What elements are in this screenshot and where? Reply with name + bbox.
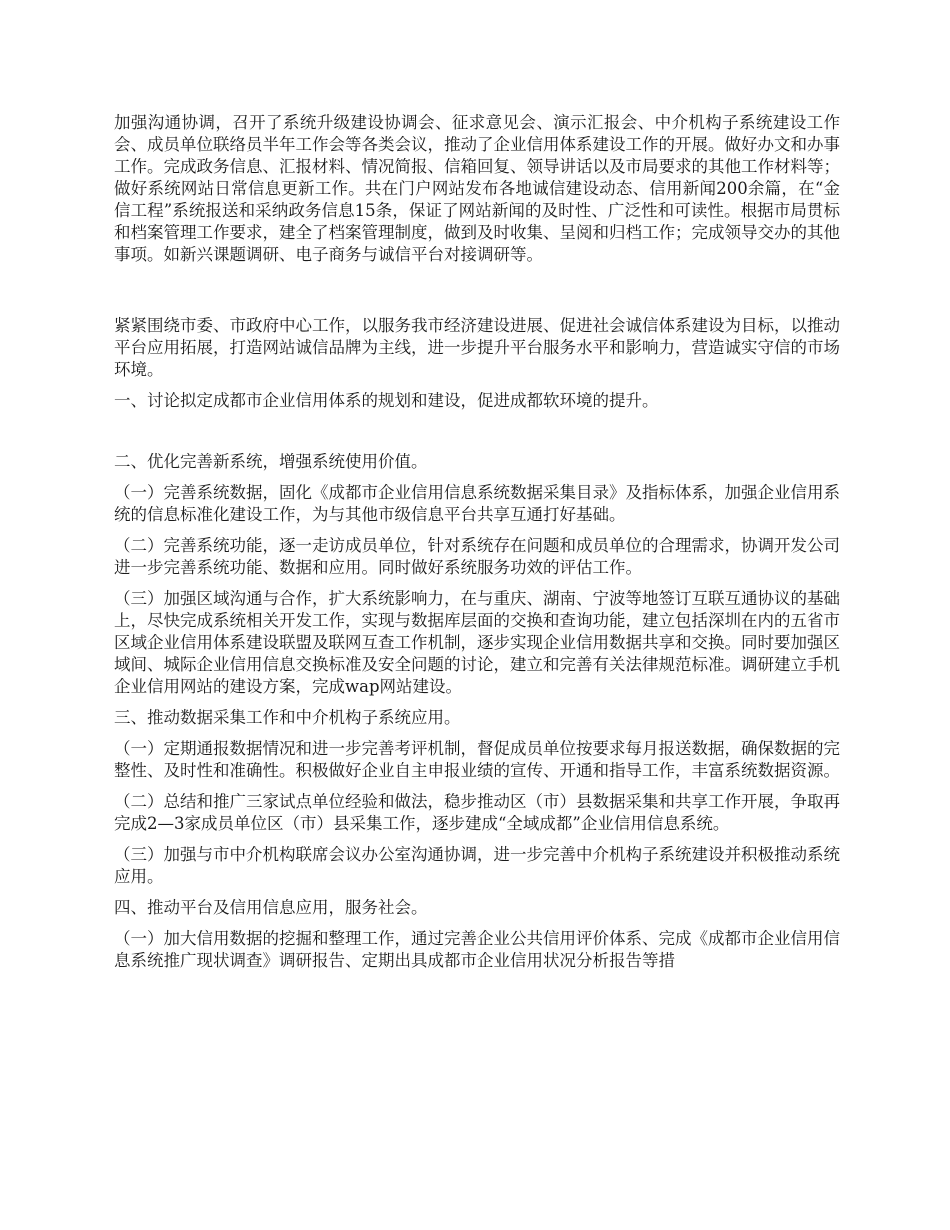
section-spacer	[114, 275, 840, 315]
paragraph-2-2: （二）完善系统功能，逐一走访成员单位，针对系统存在问题和成员单位的合理需求，协调开发公司进一步完善系统功能、数据和应用。同时做好系统服务功效的评估工作。	[114, 536, 840, 577]
paragraph-overall-goal: 紧紧围绕市委、市政府中心工作，以服务我市经济建设进展、促进社会诚信体系建设为目标，以推动平台应用拓展，打造网站诚信品牌为主线，进一步提升平台服务水平和影响力，营造诚实守信的市场环境。	[114, 316, 840, 379]
paragraph-3-2: （二）总结和推广三家试点单位经验和做法，稳步推动区（市）县数据采集和共享工作开展，争取再完成2—3家成员单位区（市）县采集工作，逐步建成“全域成都”企业信用信息系统。	[114, 792, 840, 833]
heading-section-4: 四、推动平台及信用信息应用，服务社会。	[114, 898, 428, 917]
document-body	[114, 112, 840, 981]
paragraph-work-summary: 加强沟通协调，召开了系统升级建设协调会、征求意见会、演示汇报会、中介机构子系统建设工作会、成员单位联络员半年工作会等各类会议，推动了企业信用体系建设工作的开展。做好办文和办事工作。完成政务信息、汇报材料、情况简报、信箱回复、领导讲话以及市局要求的其他工作材料等；做好系统网站日常信息更新工作。共在门户网站发布各地诚信建设动态、信用新闻200余篇，在“金信工程”系统报送和采纳政务信息15条，保证了网站新闻的及时性、广泛性和可读性。根据市局贯标和档案管理工作要求，建全了档案管理制度，做到及时收集、呈阅和归档工作；完成领导交办的其他事项。如新兴课题调研、电子商务与诚信平台对接调研等。	[114, 113, 840, 264]
heading-section-2: 二、优化完善新系统，增强系统使用价值。	[114, 452, 428, 471]
paragraph-2-1: （一）完善系统数据，固化《成都市企业信用信息系统数据采集目录》及指标体系，加强企业信用系统的信息标准化建设工作，为与其他市级信息平台共享互通打好基础。	[114, 483, 840, 524]
paragraph-2-3: （三）加强区域沟通与合作，扩大系统影响力，在与重庆、湖南、宁波等地签订互联互通协议的基础上，尽快完成系统相关开发工作，实现与数据库层面的交换和查询功能，建立包括深圳在内的五省市区域企业信用体系建设联盟及联网互查工作机制，逐步实现企业信用数据共享和交换。同时要加强区域间、城际企业信用信息交换标准及安全问题的讨论，建立和完善有关法律规范标准。调研建立手机企业信用网站的建设方案，完成wap网站建设。	[114, 589, 840, 696]
paragraph-4-1: （一）加大信用数据的挖掘和整理工作，通过完善企业公共信用评价体系、完成《成都市企业信用信息系统推广现状调查》调研报告、定期出具成都市企业信用状况分析报告等措	[114, 929, 840, 970]
paragraph-3-3: （三）加强与市中介机构联席会议办公室沟通协调，进一步完善中介机构子系统建设并积极推动系统应用。	[114, 845, 840, 886]
heading-section-3: 三、推动数据采集工作和中介机构子系统应用。	[114, 708, 461, 727]
paragraph-3-1: （一）定期通报数据情况和进一步完善考评机制，督促成员单位按要求每月报送数据，确保数据的完整性、及时性和准确性。积极做好企业自主申报业绩的宣传、开通和指导工作，丰富系统数据资源。	[114, 739, 840, 780]
section-spacer	[114, 421, 840, 451]
heading-section-1: 一、讨论拟定成都市企业信用体系的规划和建设，促进成都软环境的提升。	[114, 391, 659, 410]
